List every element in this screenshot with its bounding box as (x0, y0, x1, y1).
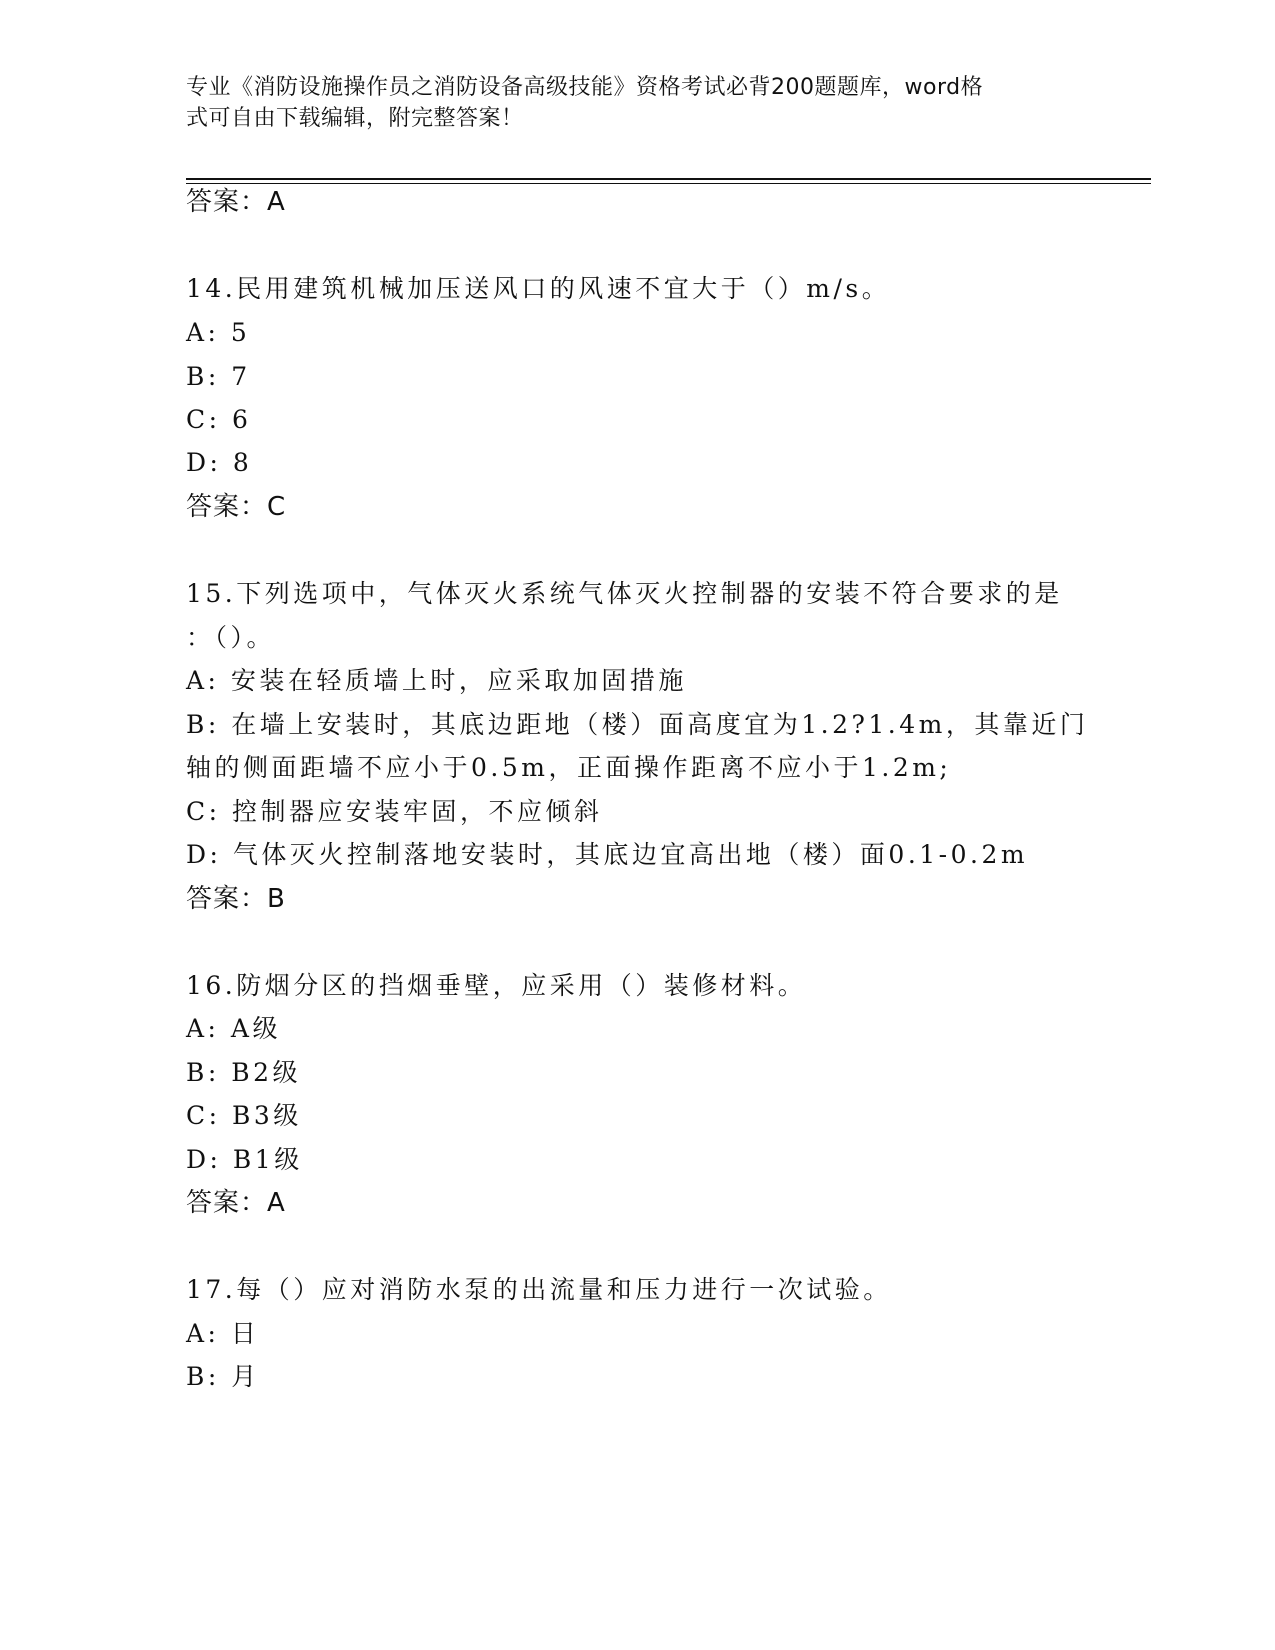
question-15-option-a: A: 安装在轻质墙上时，应采取加固措施 (186, 666, 687, 695)
question-15-stem-line-1: 15.下列选项中，气体灭火系统气体灭火控制器的安装不符合要求的是 (186, 579, 1063, 608)
question-14-option-d: D: 8 (186, 448, 253, 477)
question-17-option-a: A: 日 (186, 1319, 260, 1348)
question-16-stem: 16.防烟分区的挡烟垂壁，应采用（）装修材料。 (186, 971, 807, 1000)
document-header (186, 72, 1066, 134)
header-divider-thick (186, 178, 1151, 180)
question-14-option-b: B: 7 (186, 362, 251, 391)
header-line-1: 专业《消防设施操作员之消防设备高级技能》资格考试必背200题题库，word格 (186, 75, 984, 100)
question-17-stem: 17.每（）应对消防水泵的出流量和压力进行一次试验。 (186, 1275, 892, 1304)
answer-14: 答案：C (186, 492, 287, 522)
answer-16: 答案：A (186, 1188, 286, 1218)
question-16-option-b: B: B2级 (186, 1058, 302, 1087)
question-14-stem: 14.民用建筑机械加压送风口的风速不宜大于（）m/s。 (186, 274, 891, 303)
header-line-2: 式可自由下载编辑，附完整答案！ (186, 106, 524, 131)
question-17-option-b: B: 月 (186, 1362, 260, 1391)
question-16-option-a: A: A级 (186, 1014, 281, 1043)
answer-13: 答案：A (186, 187, 286, 217)
header-divider-thin (186, 183, 1151, 184)
question-15-option-c: C: 控制器应安装牢固，不应倾斜 (186, 797, 603, 826)
question-15-option-d: D: 气体灭火控制落地安装时，其底边宜高出地（楼）面0.1-0.2m (186, 840, 1029, 869)
question-16-option-d: D: B1级 (186, 1145, 303, 1174)
question-15-option-b-line-1: B: 在墙上安装时，其底边距地（楼）面高度宜为1.2?1.4m，其靠近门 (186, 710, 1089, 739)
answer-15: 答案：B (186, 884, 286, 914)
question-15-stem-line-2: ：（）。 (186, 623, 276, 652)
question-15-option-b-line-2: 轴的侧面距墙不应小于0.5m，正面操作距离不应小于1.2m; (186, 753, 952, 782)
question-14-option-c: C: 6 (186, 405, 252, 434)
question-14-option-a: A: 5 (186, 318, 251, 347)
question-16-option-c: C: B3级 (186, 1101, 302, 1130)
